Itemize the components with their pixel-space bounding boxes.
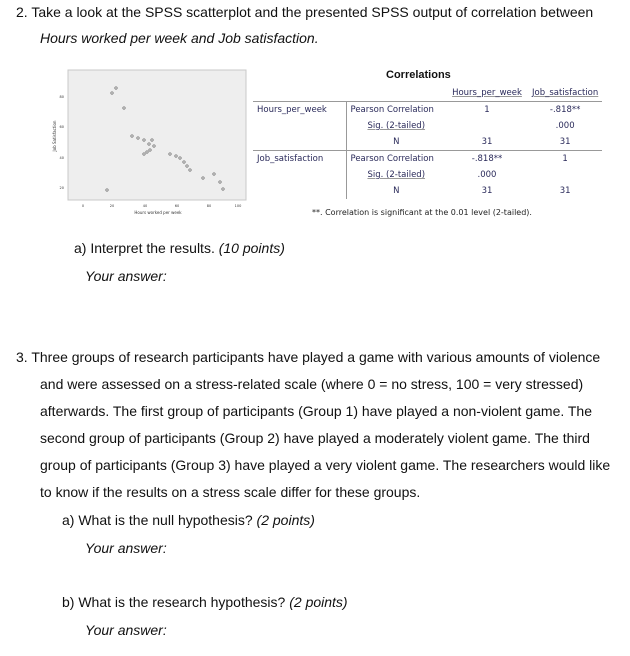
y-tick: 80 (59, 95, 64, 99)
q3-a-points: (2 points) (256, 512, 315, 528)
q3-b-label: b) What is the research hypothesis? (62, 594, 286, 610)
x-tick: 0 (81, 204, 85, 208)
row-var (253, 134, 346, 151)
row-var (253, 118, 346, 134)
table-row (253, 151, 602, 168)
y-axis-label: Job Satisfaction (52, 120, 57, 152)
cell-value: .000 (555, 121, 575, 131)
q3-a-label: a) What is the null hypothesis? (62, 512, 253, 528)
row-stat: N (393, 137, 400, 147)
cell-value: .000 (477, 170, 497, 180)
cell-value (528, 167, 602, 183)
q3-a-answer-label: Your answer: (85, 540, 167, 556)
table-row (253, 183, 602, 199)
q2-answer-label: Your answer: (85, 268, 167, 284)
correlations-title: Correlations (386, 69, 451, 81)
row-stat: Pearson Correlation (346, 151, 446, 168)
table-row (253, 134, 602, 151)
correlations-table (253, 85, 602, 199)
cell-value: 31 (481, 137, 493, 147)
q3-line: 3. Three groups of research participants have played a game with various amounts of violence (16, 349, 601, 365)
cell-value: 31 (559, 137, 571, 147)
cell-value: 1 (528, 151, 602, 168)
q3-part-a (62, 510, 315, 530)
q2-a-points: (10 points) (218, 240, 285, 256)
y-tick: 40 (59, 156, 64, 160)
table-row (253, 118, 602, 134)
row-var (253, 167, 346, 183)
q2-line-2: Hours worked per week and Job satisfaction. (40, 30, 319, 46)
cell-value: -.818** (549, 105, 581, 115)
q3-b-points: (2 points) (289, 594, 348, 610)
q3-line: and were assessed on a stress-related scale (where 0 = no stress, 100 = very stressed) (40, 376, 584, 392)
cell-value: 1 (484, 105, 490, 115)
row-var (253, 183, 346, 199)
table-row (253, 167, 602, 183)
x-tick: 100 (234, 204, 242, 208)
col-header: Hours_per_week (446, 85, 528, 102)
table-row (253, 102, 602, 119)
q3-part-b (62, 592, 348, 612)
cell-value: -.818** (446, 151, 528, 168)
x-tick: 40 (142, 204, 148, 208)
cell-value: 31 (481, 186, 493, 196)
x-tick: 60 (174, 204, 180, 208)
y-tick: 60 (59, 125, 64, 129)
cell-value (446, 118, 528, 134)
q3-line: second group of participants (Group 2) have played a moderately violent game. The third (40, 430, 590, 446)
row-stat: Pearson Correlation (350, 105, 434, 115)
q3-b-answer-label: Your answer: (85, 622, 167, 638)
x-axis-label: Hours worked per week (134, 210, 182, 215)
q3-line: to know if the results on a stress scale differ for these groups. (40, 484, 421, 500)
scatterplot (50, 66, 250, 216)
row-stat: N (393, 186, 400, 196)
x-tick: 20 (109, 204, 115, 208)
col-header: Job_satisfaction (528, 85, 602, 102)
row-stat: Sig. (2-tailed) (367, 121, 426, 131)
table-footnote: **. Correlation is significant at the 0.01 level (2-tailed). (312, 208, 532, 217)
q2-a-label: a) Interpret the results. (74, 240, 215, 256)
q3-line: group of participants (Group 3) have played a very violent game. The researchers would like (40, 457, 611, 473)
q2-line-1: 2. Take a look at the SPSS scatterplot and the presented SPSS output of correlation between (16, 4, 594, 20)
cell-value: 31 (559, 186, 571, 196)
q3-line: afterwards. The first group of participants (Group 1) have played a non-violent game. The (40, 403, 593, 419)
q2-part-a (74, 238, 285, 258)
row-var: Hours_per_week (253, 102, 346, 119)
row-var: Job_satisfaction (253, 151, 346, 168)
y-tick: 20 (59, 186, 64, 190)
row-stat: Sig. (2-tailed) (367, 170, 426, 180)
x-tick: 80 (206, 204, 212, 208)
